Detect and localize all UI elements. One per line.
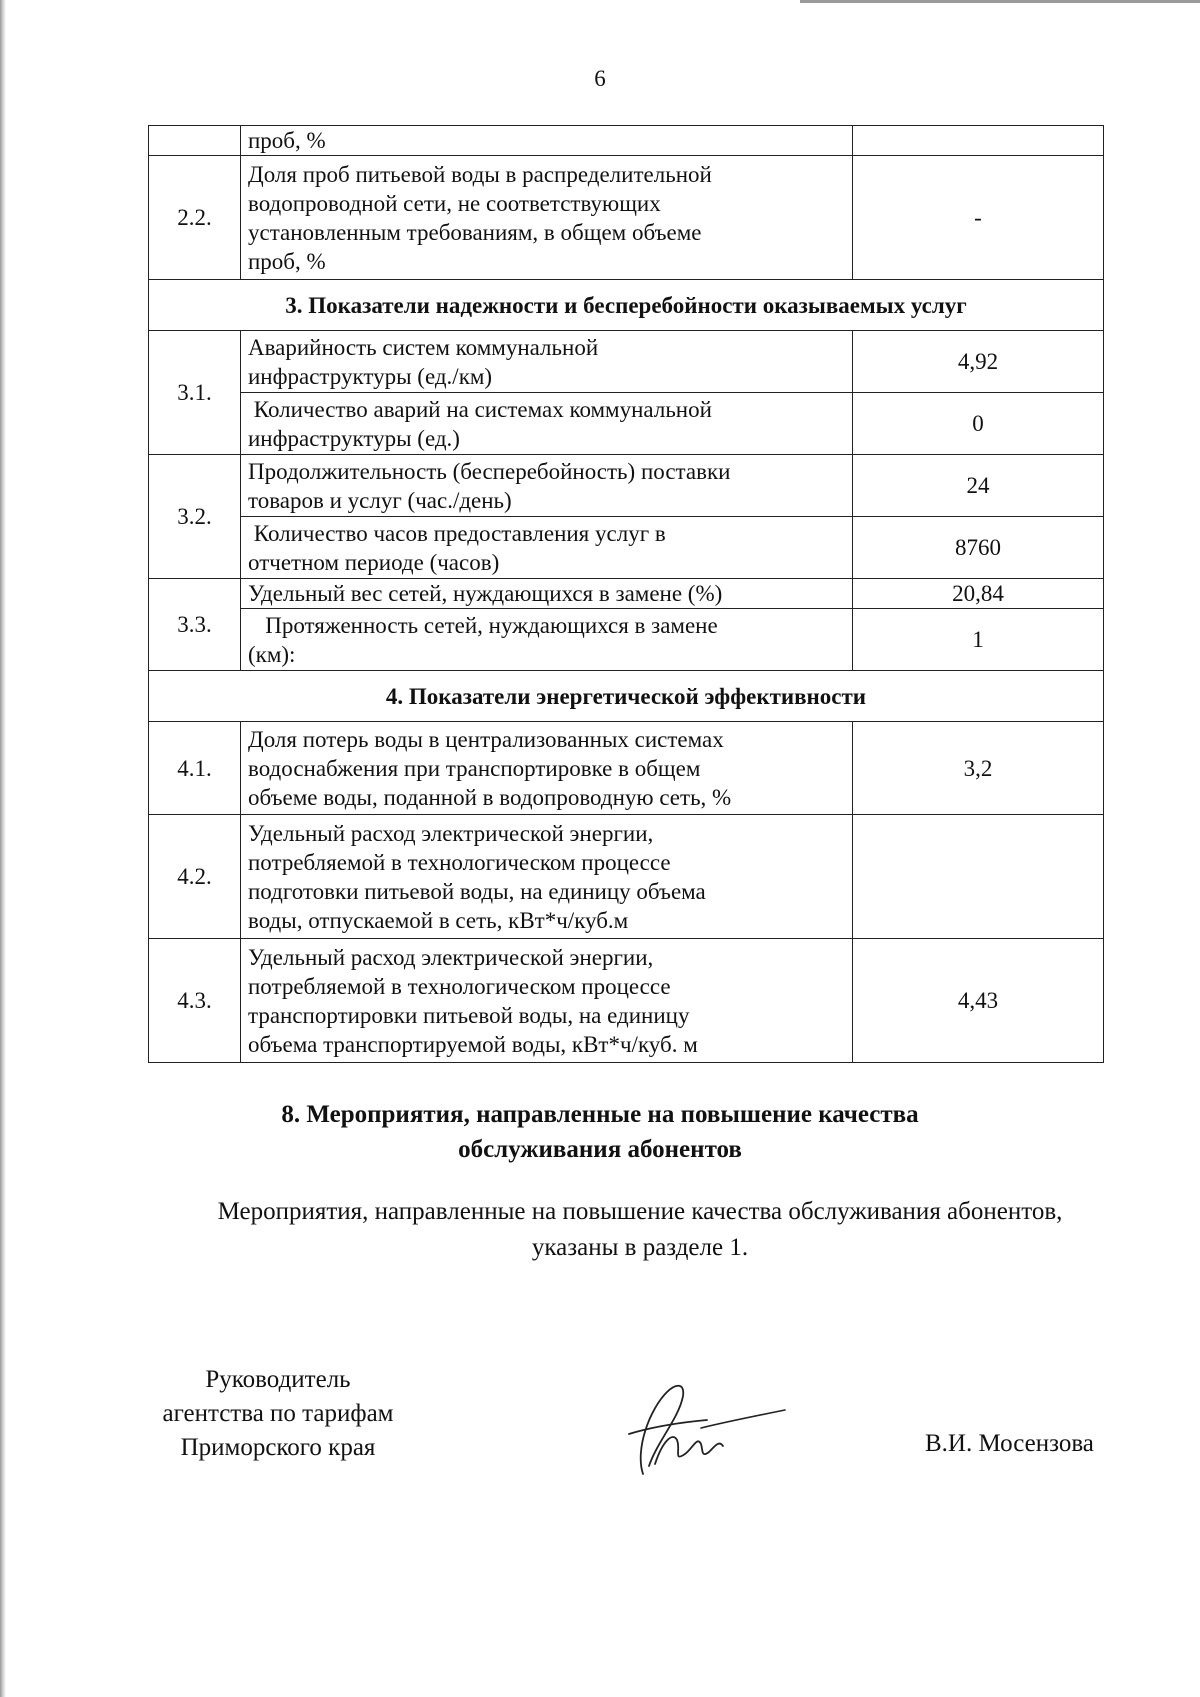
heading-line: 8. Мероприятия, направленные на повышение качества xyxy=(281,1101,919,1128)
signatory-title-line: Приморского края xyxy=(180,1434,376,1461)
indicator-value: 4,43 xyxy=(853,939,1104,1063)
indicator-value: 3,2 xyxy=(853,722,1104,815)
handwritten-signature xyxy=(615,1370,795,1480)
scan-edge-left xyxy=(0,0,6,1697)
row-number: 3.3. xyxy=(149,579,241,671)
indicator-description xyxy=(241,331,853,393)
indicator-value: 4,92 xyxy=(853,331,1104,393)
description-line: установленным требованиям, в общем объеме xyxy=(248,219,702,245)
description-line: Доля потерь воды в централизованных системах xyxy=(248,726,724,752)
description-line: Доля проб питьевой воды в распределительной xyxy=(248,161,712,187)
section-row xyxy=(149,671,1104,722)
indicators-table xyxy=(148,125,1104,1063)
description-line: потребляемой в технологическом процессе xyxy=(248,973,671,999)
description-line: Удельный вес сетей, нуждающихся в замене (%) xyxy=(248,581,723,606)
table-row xyxy=(149,815,1104,939)
row-number: 3.1. xyxy=(149,331,241,455)
description-line: товаров и услуг (час./день) xyxy=(248,487,512,513)
indicator-value: 24 xyxy=(853,455,1104,517)
description-line: Количество часов предоставления услуг в xyxy=(248,520,666,546)
indicator-description xyxy=(241,393,853,455)
signatory-title xyxy=(128,1363,428,1465)
indicator-description xyxy=(241,939,853,1063)
description-line: потребляемой в технологическом процессе xyxy=(248,849,671,875)
indicator-value: 1 xyxy=(853,609,1104,671)
table-row xyxy=(149,939,1104,1063)
indicator-value: 8760 xyxy=(853,517,1104,579)
table-row xyxy=(149,609,1104,671)
table-row xyxy=(149,517,1104,579)
row-number: 4.3. xyxy=(149,939,241,1063)
indicator-description xyxy=(241,609,853,671)
row-number: 4.2. xyxy=(149,815,241,939)
section-8-paragraph xyxy=(120,1194,1160,1266)
description-line: Удельный расход электрической энергии, xyxy=(248,820,654,846)
signatory-title-line: Руководитель xyxy=(205,1366,351,1393)
row-number: 3.2. xyxy=(149,455,241,579)
description-line: инфраструктуры (ед.) xyxy=(248,425,460,451)
table-row xyxy=(149,579,1104,609)
section-row xyxy=(149,280,1104,331)
indicator-description xyxy=(241,517,853,579)
paragraph-line: указаны в разделе 1. xyxy=(531,1234,749,1261)
description-line: подготовки питьевой воды, на единицу объема xyxy=(248,878,706,904)
description-line: Продолжительность (бесперебойность) поставки xyxy=(248,458,731,484)
description-line: проб, % xyxy=(248,128,326,153)
section-title: 4. Показатели энергетической эффективности xyxy=(149,671,1104,722)
description-line: водопроводной сети, не соответствующих xyxy=(248,190,661,216)
table-row xyxy=(149,126,1104,156)
indicator-value: 20,84 xyxy=(853,579,1104,609)
paragraph-line: Мероприятия, направленные на повышение качества обслуживания абонентов, xyxy=(217,1198,1063,1225)
table-row xyxy=(149,156,1104,280)
description-line: Количество аварий на системах коммунальной xyxy=(248,396,712,422)
heading-line: обслуживания абонентов xyxy=(458,1136,742,1163)
page-number: 6 xyxy=(594,66,606,91)
signatory-title-line: агентства по тарифам xyxy=(162,1400,394,1427)
description-line: инфраструктуры (ед./км) xyxy=(248,363,493,389)
description-line: Аварийность систем коммунальной xyxy=(248,334,599,360)
indicator-description xyxy=(241,579,853,609)
table-row xyxy=(149,393,1104,455)
row-number: 2.2. xyxy=(149,156,241,280)
table-row xyxy=(149,455,1104,517)
indicator-description xyxy=(241,455,853,517)
description-line: отчетном периоде (часов) xyxy=(248,549,500,575)
description-line: проб, % xyxy=(248,248,326,274)
section-title: 3. Показатели надежности и бесперебойности оказываемых услуг xyxy=(149,280,1104,331)
indicator-description xyxy=(241,722,853,815)
row-number xyxy=(149,126,241,156)
indicator-description xyxy=(241,156,853,280)
description-line: Удельный расход электрической энергии, xyxy=(248,944,654,970)
scan-edge-top xyxy=(800,0,1200,3)
description-line: объема транспортируемой воды, кВт*ч/куб. м xyxy=(248,1031,698,1057)
indicator-value xyxy=(853,126,1104,156)
signatory-name: В.И. Мосензова xyxy=(925,1430,1094,1457)
description-line: транспортировки питьевой воды, на единицу xyxy=(248,1002,690,1028)
indicator-value xyxy=(853,815,1104,939)
table-row xyxy=(149,331,1104,393)
description-line: объеме воды, поданной в водопроводную сеть, % xyxy=(248,784,732,810)
description-line: водоснабжения при транспортировке в общем xyxy=(248,755,701,781)
table-row xyxy=(149,722,1104,815)
indicator-description xyxy=(241,815,853,939)
indicator-value: 0 xyxy=(853,393,1104,455)
description-line: Протяженность сетей, нуждающихся в замене xyxy=(248,612,718,638)
indicator-value: - xyxy=(853,156,1104,280)
row-number: 4.1. xyxy=(149,722,241,815)
section-8-heading xyxy=(0,1097,1200,1167)
indicator-description xyxy=(241,126,853,156)
description-line: воды, отпускаемой в сеть, кВт*ч/куб.м xyxy=(248,907,629,933)
description-line: (км): xyxy=(248,641,296,667)
